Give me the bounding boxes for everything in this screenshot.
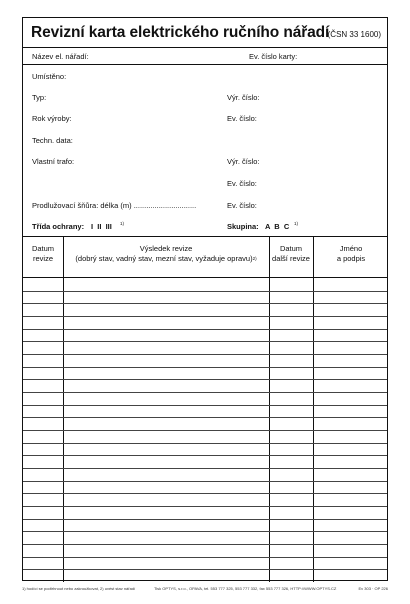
title-row — [23, 18, 387, 48]
tool-name-row — [23, 48, 387, 65]
header-name-signature — [313, 244, 389, 264]
card-number-label: Ev. číslo karty: — [249, 52, 298, 61]
table-row-line — [23, 493, 387, 494]
table-row-line — [23, 341, 387, 342]
table-header — [23, 237, 387, 278]
protection-class-note: 1) — [120, 221, 125, 226]
transformer-evidence-label: Ev. číslo: — [227, 179, 257, 188]
table-row-line — [23, 531, 387, 532]
table-row-line — [23, 481, 387, 482]
footer — [22, 584, 388, 594]
table-row-line — [23, 544, 387, 545]
header-note: 2) — [252, 256, 257, 261]
table-row-line — [23, 316, 387, 317]
footer-code: Ev 303 · OP 226 — [358, 586, 388, 591]
table-row-line — [23, 468, 387, 469]
table-row-line — [23, 303, 387, 304]
extension-cord-label: Prodlužovací šňůra: délka (m) .............................. — [32, 201, 197, 210]
header-text: Datum — [31, 244, 55, 253]
table-row-line — [23, 557, 387, 558]
table-row-line — [23, 417, 387, 418]
table-row-line — [23, 354, 387, 355]
table-row-line — [23, 367, 387, 368]
transformer-manufacture-label: Výr. číslo: — [227, 157, 260, 166]
year-label: Rok výroby: — [32, 114, 72, 123]
protection-class-label: Třída ochrany: — [32, 222, 85, 231]
revision-card — [22, 17, 388, 581]
header-next-revision-date — [269, 244, 313, 264]
header-text: Výsledek revize — [139, 244, 193, 253]
location-label: Umístěno: — [32, 72, 67, 81]
table-rows — [23, 278, 387, 582]
table-row-line — [23, 379, 387, 380]
header-text: Jméno — [339, 244, 363, 253]
evidence-number-label: Ev. číslo: — [227, 114, 257, 123]
header-text: (dobrý stav, vadný stav, mezní stav, vyžaduje opravu) — [75, 254, 253, 263]
header-text: další revize — [272, 254, 310, 263]
tool-name-label: Název el. nářadí: — [32, 52, 89, 61]
header-text: revize — [32, 254, 53, 263]
group-note: 1) — [294, 221, 299, 226]
table-row-line — [23, 455, 387, 456]
group-label: Skupina: — [227, 222, 259, 231]
table-row-line — [23, 506, 387, 507]
group-values: A B C — [265, 222, 290, 231]
protection-class-values: I II III — [91, 222, 112, 231]
footer-notes: 1) hodící se podtrhnout nebo zakroužkovat, 2) uvést stav nářadí — [22, 586, 136, 591]
cord-evidence-label: Ev. číslo: — [227, 201, 257, 210]
table-row-line — [23, 291, 387, 292]
revision-table — [23, 236, 387, 582]
table-row-line — [23, 443, 387, 444]
header-revision-date — [23, 244, 63, 264]
header-text: Datum — [279, 244, 303, 253]
table-row-line — [23, 405, 387, 406]
footer-publisher: Tisk OPTYS, s.r.o., OPAVA, tel. 553 777 325, 553 777 332, fax 553 777 326, HTTP://WWW.OPTYS.CZ — [154, 586, 337, 591]
norm-reference: (ČSN 33 1600) — [327, 30, 381, 39]
table-row-line — [23, 329, 387, 330]
table-row-line — [23, 519, 387, 520]
transformer-label: Vlastní trafo: — [32, 157, 75, 166]
table-row-line — [23, 569, 387, 570]
header-text-line — [63, 254, 269, 264]
manufacture-number-label: Výr. číslo: — [227, 93, 260, 102]
card-title: Revizní karta elektrického ručního nářadí — [31, 24, 330, 41]
type-label: Typ: — [32, 93, 47, 102]
technical-data-label: Techn. data: — [32, 136, 73, 145]
header-text: a podpis — [336, 254, 366, 263]
table-row-line — [23, 430, 387, 431]
header-revision-result — [63, 244, 269, 264]
table-row-line — [23, 392, 387, 393]
